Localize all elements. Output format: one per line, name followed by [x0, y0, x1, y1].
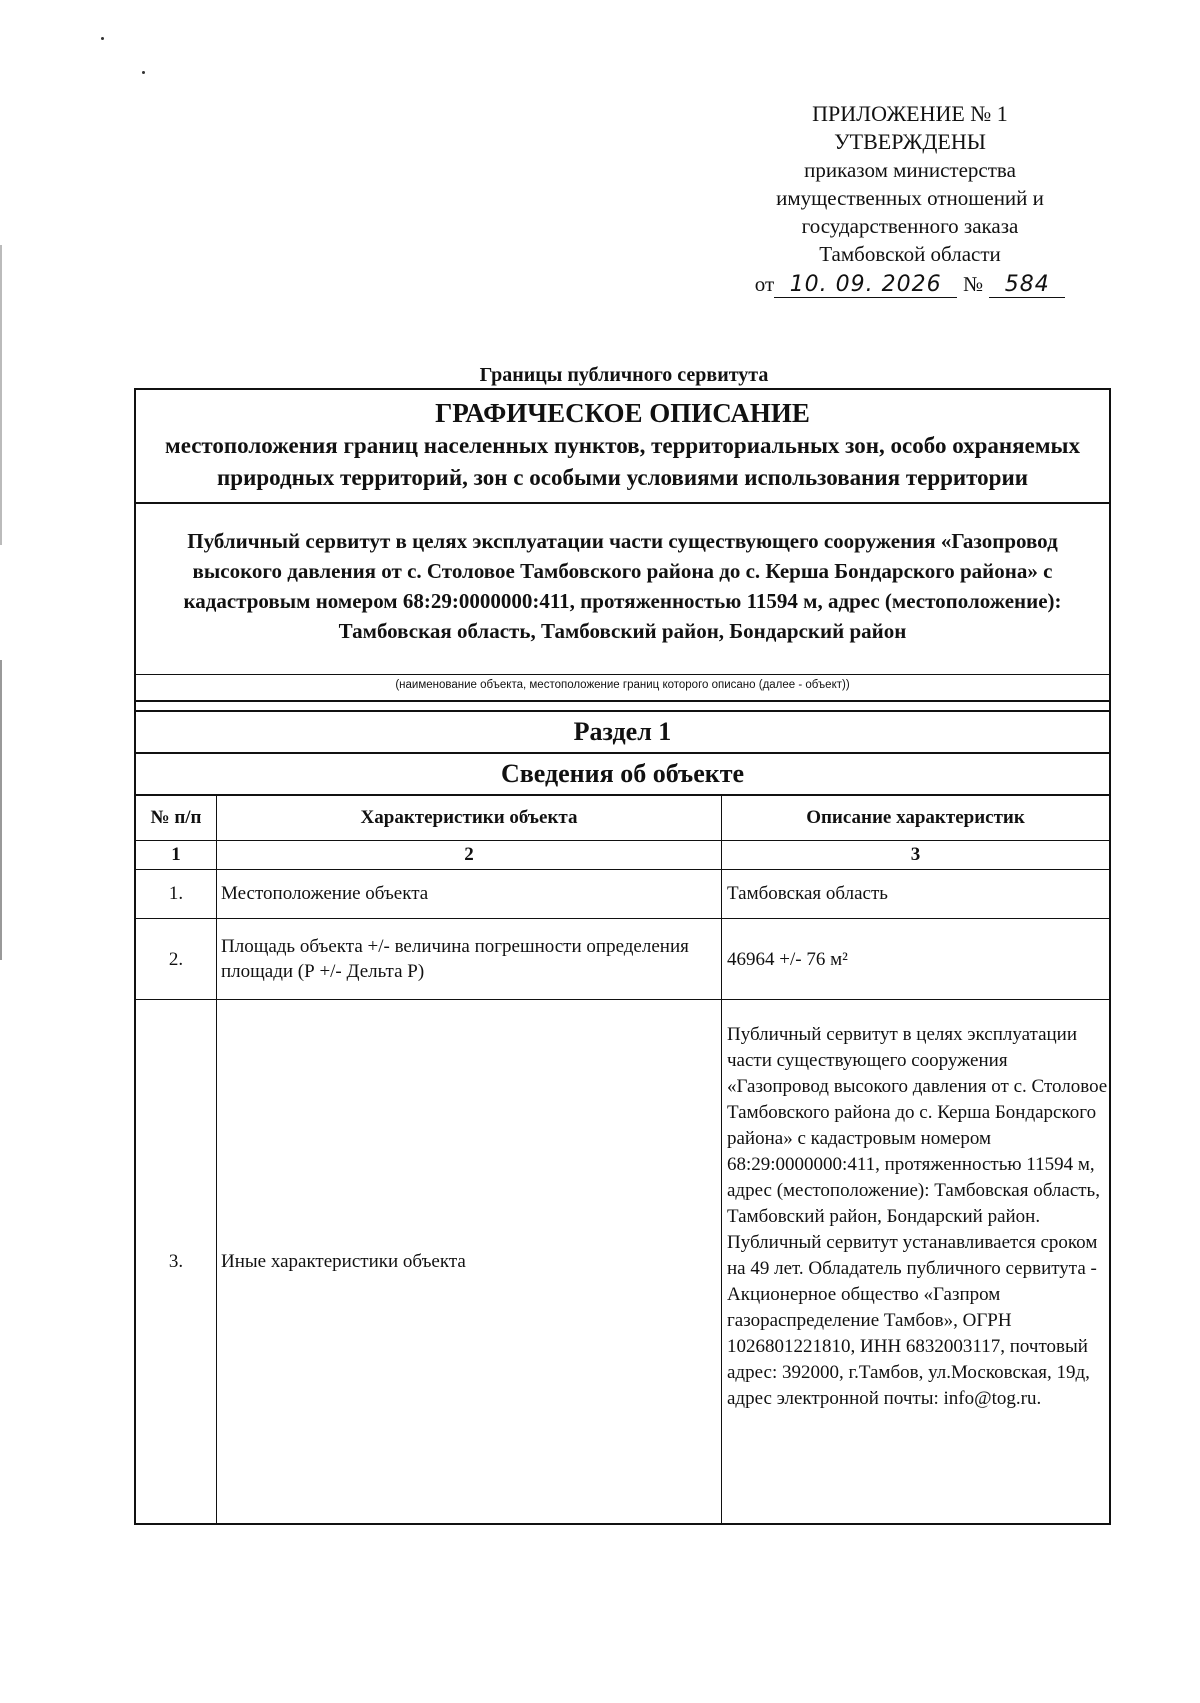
section-subtitle: Сведения об объекте: [136, 754, 1109, 796]
table-row: [136, 870, 1109, 919]
order-date-number-line: [720, 270, 1100, 298]
column-number: 1: [136, 841, 217, 870]
form-header: [136, 390, 1109, 504]
approval-word: УТВЕРЖДЕНЫ: [834, 129, 986, 154]
column-header-description: Описание характеристик: [722, 796, 1110, 841]
table-row: [136, 1000, 1109, 1524]
number-prefix: №: [963, 272, 984, 296]
scan-speck: [142, 71, 145, 74]
object-description: Публичный сервитут в целях эксплуатации части существующего сооружения «Газопровод высокого давления от с. Столовое Тамбовского района до с. Керша Бондарского района» с кадастровым номером 68:29:0000000:411, протяженностью 11594 м, адрес (местоположение): Тамбовская область, Тамбовский район, Бондарский район: [136, 504, 1109, 675]
object-info-table: [136, 796, 1109, 1523]
row-characteristic: Иные характеристики объекта: [217, 1000, 722, 1524]
table-row: [136, 919, 1109, 1000]
object-caption: (наименование объекта, местоположение границ которого описано (далее - объект)): [136, 675, 1109, 702]
approval-line: имущественных отношений и: [776, 186, 1044, 210]
approval-line: государственного заказа: [801, 214, 1019, 238]
row-characteristic: Площадь объекта +/- величина погрешности определения площади (Р +/- Дельта Р): [217, 919, 722, 1000]
column-header-number: № п/п: [136, 796, 217, 841]
column-number: 2: [217, 841, 722, 870]
table-header-row: [136, 796, 1109, 841]
appendix-approval-block: [720, 100, 1100, 298]
row-number: 2.: [136, 919, 217, 1000]
handwritten-number: 584: [989, 273, 1065, 298]
appendix-number: ПРИЛОЖЕНИЕ № 1: [812, 101, 1008, 126]
column-number: 3: [722, 841, 1110, 870]
document-title: Границы публичного сервитута: [479, 364, 769, 386]
column-header-characteristic: Характеристики объекта: [217, 796, 722, 841]
section-title: Раздел 1: [136, 712, 1109, 754]
row-description: Тамбовская область: [722, 870, 1110, 919]
approval-line: приказом министерства: [804, 158, 1016, 182]
approval-line: Тамбовской области: [819, 242, 1001, 266]
row-number: 3.: [136, 1000, 217, 1524]
row-description: Публичный сервитут в целях эксплуатации части существующего сооружения «Газопровод высокого давления от с. Столовое Тамбовского района до с. Керша Бондарского района» с кадастровым номером 68:29:0000000:411, протяженностью 11594 м, адрес (местоположение): Тамбовская область, Тамбовский район, Бондарский район. Публичный сервитут устанавливается сроком на 49 лет. Обладатель публичного сервитута - Акционерное общество «Газпром газораспределение Тамбов», ОГРН 1026801221810, ИНН 6832003117, почтовый адрес: 392000, г.Тамбов, ул.Московская, 19д, адрес электронной почты: info@tog.ru.: [722, 1000, 1110, 1524]
scan-speck: [101, 37, 104, 40]
form-header-main: ГРАФИЧЕСКОЕ ОПИСАНИЕ: [435, 398, 810, 428]
column-number-row: [136, 841, 1109, 870]
scan-edge-shadow: [0, 245, 2, 545]
form-header-sub: местоположения границ населенных пунктов, территориальных зон, особо охраняемых природных территорий, зон с особыми условиями использования территории: [165, 433, 1080, 490]
from-prefix: от: [754, 272, 775, 296]
row-description: 46964 +/- 76 м²: [722, 919, 1110, 1000]
row-characteristic: Местоположение объекта: [217, 870, 722, 919]
spacer-row: [136, 702, 1109, 712]
graphic-description-form: [134, 388, 1111, 1525]
scan-edge-shadow: [0, 660, 2, 960]
handwritten-date: 10. 09. 2026: [774, 273, 957, 298]
row-number: 1.: [136, 870, 217, 919]
